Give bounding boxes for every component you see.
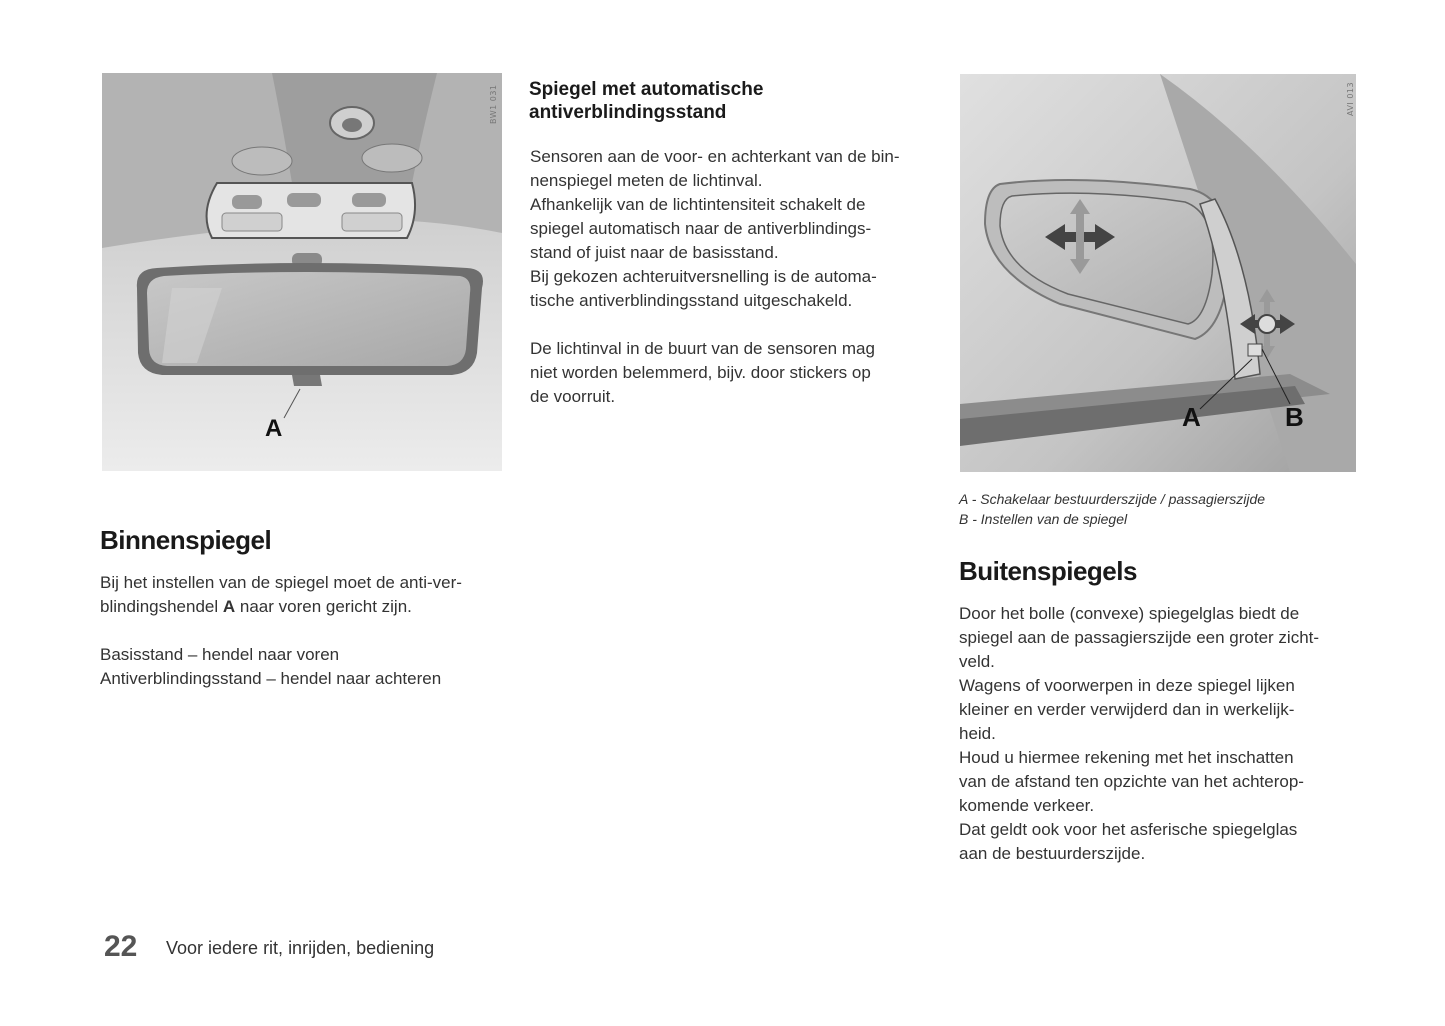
figure-label-b: B (1285, 402, 1304, 432)
text-line: tische antiverblindingsstand uitgeschakeld. (530, 291, 853, 310)
text-line: de voorruit. (530, 387, 616, 406)
text-line: Dat geldt ook voor het asferische spiegelglas (959, 820, 1298, 839)
basis-position: Basisstand – hendel naar voren (100, 645, 340, 664)
text-line: Bij gekozen achteruitversnelling is de automa- (530, 267, 877, 286)
binnenspiegel-heading: Binnenspiegel (100, 525, 272, 555)
figure-code: BW1 031 (489, 84, 498, 124)
text-line: nenspiegel meten de lichtinval. (530, 171, 763, 190)
text-line: niet worden belemmerd, bijv. door stickers op (530, 363, 871, 382)
text-line: De lichtinval in de buurt van de sensoren mag (530, 339, 875, 358)
text-line: veld. (959, 652, 995, 671)
text-line: aan de bestuurderszijde. (959, 844, 1146, 863)
heading-line: Spiegel met automatische (529, 79, 764, 100)
text-line: stand of juist naar de basisstand. (530, 243, 779, 262)
page-number: 22 (104, 930, 138, 963)
figure-code: AVI 013 (1346, 81, 1355, 116)
exterior-mirror-illustration (960, 74, 1356, 472)
buitenspiegels-paragraph (959, 602, 1358, 866)
caption-line-a: A - Schakelaar bestuurderszijde / passagierszijde (959, 491, 1266, 507)
text-fragment: naar voren gericht zijn. (235, 597, 412, 616)
binnenspiegel-paragraph (100, 571, 520, 619)
lever-label-a: A (222, 597, 236, 616)
text-fragment: blindingshendel (100, 597, 223, 616)
buitenspiegels-heading: Buitenspiegels (959, 556, 1137, 586)
auto-dimming-paragraph-1 (530, 145, 932, 313)
text-line: heid. (959, 724, 996, 743)
text-line: Sensoren aan de voor- en achterkant van de bin- (530, 147, 900, 166)
text-line: Afhankelijk van de lichtintensiteit schakelt de (530, 195, 866, 214)
text-line: Houd u hiermee rekening met het inschatten (959, 748, 1294, 767)
heading-line: antiverblindingsstand (529, 102, 727, 123)
interior-mirror-illustration (102, 73, 502, 471)
text-line: komende verkeer. (959, 796, 1095, 815)
auto-dimming-paragraph-2 (530, 337, 932, 409)
text-line (100, 595, 520, 619)
footer-section-title: Voor iedere rit, inrijden, bediening (166, 938, 435, 958)
text-line: kleiner en verder verwijderd dan in werkelijk- (959, 700, 1295, 719)
mirror-positions (100, 643, 520, 691)
figure-caption (959, 489, 1265, 529)
text-line: Bij het instellen van de spiegel moet de anti-ver- (100, 573, 462, 592)
caption-line-b: B - Instellen van de spiegel (959, 511, 1128, 527)
anti-dazzle-position: Antiverblindingsstand – hendel naar achteren (100, 669, 442, 688)
text-line: spiegel aan de passagierszijde een groter zicht- (959, 628, 1320, 647)
text-line: Wagens of voorwerpen in deze spiegel lijken (959, 676, 1295, 695)
text-line: van de afstand ten opzichte van het achterop- (959, 772, 1304, 791)
figure-label-a: A (1182, 402, 1201, 432)
auto-dimming-heading (529, 78, 763, 124)
text-line: Door het bolle (convexe) spiegelglas biedt de (959, 604, 1300, 623)
text-line: spiegel automatisch naar de antiverblindings- (530, 219, 872, 238)
figure-label-a: A (265, 415, 283, 442)
